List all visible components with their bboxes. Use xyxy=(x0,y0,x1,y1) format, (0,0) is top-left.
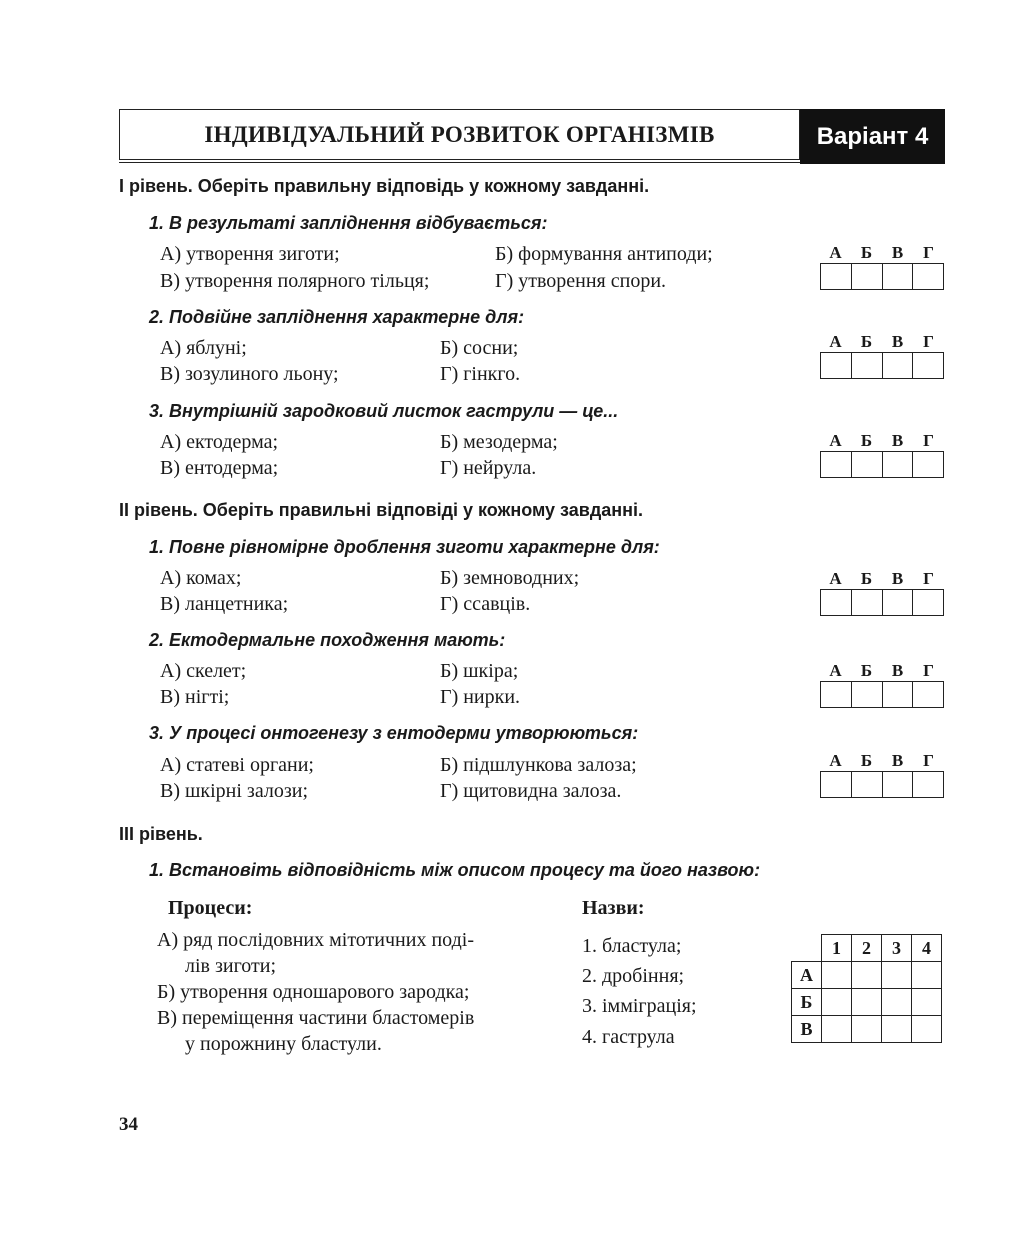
l1-q1-option-b: Б) формування антиподи; xyxy=(495,243,713,265)
process-line: Б) утворення одношарового зародка; xyxy=(157,981,470,1003)
answer-cell[interactable] xyxy=(821,590,852,615)
answer-cell[interactable] xyxy=(883,590,914,615)
grid-label-c: В xyxy=(891,569,904,588)
l2-q2-option-b: Б) шкіра; xyxy=(440,660,519,682)
name-item: 3. іммiграція; xyxy=(582,995,697,1017)
grid-label-d: Г xyxy=(923,751,934,770)
l2-q1-option-c: В) ланцетника; xyxy=(160,593,289,615)
process-line: А) ряд послідовних мітотичних поді- xyxy=(157,929,474,951)
matching-table xyxy=(791,934,942,1043)
process-line: В) переміщення частини бластомерів xyxy=(157,1007,475,1029)
l1-q1-option-c: В) утворення полярного тільця; xyxy=(160,270,430,292)
grid-label-a: А xyxy=(829,431,842,450)
l1-q1-option-d: Г) утворення спори. xyxy=(495,270,667,292)
l1-q2-option-d: Г) гінкго. xyxy=(440,363,521,385)
grid-label-b: Б xyxy=(860,431,873,450)
grid-label-c: В xyxy=(891,661,904,680)
match-cell[interactable] xyxy=(912,962,942,989)
l2-q1-title: 1. Повне рівномірне дроблення зиготи характерне для: xyxy=(149,537,660,557)
title-underline xyxy=(119,162,800,163)
match-cell[interactable] xyxy=(852,1016,882,1043)
level3-heading: III рівень. xyxy=(119,824,203,844)
answer-cell[interactable] xyxy=(883,682,914,707)
l1-q3-answer-grid xyxy=(820,431,944,478)
answer-cell[interactable] xyxy=(913,264,943,289)
row-header: Б xyxy=(792,989,822,1016)
match-cell[interactable] xyxy=(852,989,882,1016)
l3-q1-title: 1. Встановіть відповідність між описом процесу та його назвою: xyxy=(149,860,761,880)
l1-q3-option-a: А) ектодерма; xyxy=(160,431,279,453)
answer-cell[interactable] xyxy=(913,772,943,797)
l1-q1-answer-grid xyxy=(820,243,944,290)
answer-cell[interactable] xyxy=(852,682,883,707)
page-title: ІНДИВІДУАЛЬНИЙ РОЗВИТОК ОРГАНІЗМІВ xyxy=(119,109,800,160)
l1-q2-option-b: Б) сосни; xyxy=(440,337,519,359)
match-cell[interactable] xyxy=(852,962,882,989)
process-line: лів зиготи; xyxy=(185,955,277,977)
answer-cell[interactable] xyxy=(883,452,914,477)
l2-q3-option-b: Б) підшлункова залоза; xyxy=(440,754,637,776)
name-item: 1. бластула; xyxy=(582,935,682,957)
name-item: 2. дробіння; xyxy=(582,965,685,987)
col-header: 1 xyxy=(822,935,852,962)
answer-cell[interactable] xyxy=(821,353,852,378)
answer-cell[interactable] xyxy=(883,772,914,797)
answer-cell[interactable] xyxy=(821,452,852,477)
l2-q3-title: 3. У процесі онтогенезу з ентодерми утворюються: xyxy=(149,723,639,743)
l2-q1-option-b: Б) земноводних; xyxy=(440,567,580,589)
answer-cell[interactable] xyxy=(852,590,883,615)
answer-cell[interactable] xyxy=(821,772,852,797)
l2-q3-option-d: Г) щитовидна залоза. xyxy=(440,780,622,802)
grid-label-a: А xyxy=(829,661,842,680)
answer-cell[interactable] xyxy=(913,353,943,378)
l2-q2-option-a: А) скелет; xyxy=(160,660,247,682)
grid-label-a: А xyxy=(829,243,842,262)
l2-q2-answer-grid xyxy=(820,661,944,708)
grid-label-b: Б xyxy=(860,243,873,262)
l2-q1-answer-grid xyxy=(820,569,944,616)
grid-label-c: В xyxy=(891,431,904,450)
row-header: В xyxy=(792,1016,822,1043)
answer-cell[interactable] xyxy=(883,353,914,378)
variant-badge: Варіант 4 xyxy=(800,109,945,164)
l2-q3-option-a: А) статеві органи; xyxy=(160,754,314,776)
l2-q3-option-c: В) шкірні залози; xyxy=(160,780,309,802)
l1-q2-answer-grid xyxy=(820,332,944,379)
grid-label-a: А xyxy=(829,569,842,588)
col-header: 2 xyxy=(852,935,882,962)
match-cell[interactable] xyxy=(882,1016,912,1043)
match-cell[interactable] xyxy=(882,962,912,989)
grid-label-d: Г xyxy=(923,431,934,450)
grid-label-b: Б xyxy=(860,751,873,770)
grid-label-d: Г xyxy=(923,661,934,680)
answer-cell[interactable] xyxy=(852,772,883,797)
level2-heading: II рівень. Оберіть правильні відповіді у кожному завданні. xyxy=(119,500,644,520)
l2-q2-title: 2. Ектодермальне походження мають: xyxy=(149,630,506,650)
page-number: 34 xyxy=(119,1114,138,1135)
grid-label-d: Г xyxy=(923,332,934,351)
grid-label-a: А xyxy=(829,332,842,351)
l1-q1-option-a: А) утворення зиготи; xyxy=(160,243,340,265)
answer-cell[interactable] xyxy=(821,264,852,289)
grid-label-c: В xyxy=(891,332,904,351)
l2-q1-option-a: А) комах; xyxy=(160,567,242,589)
match-cell[interactable] xyxy=(822,1016,852,1043)
match-cell[interactable] xyxy=(822,989,852,1016)
names-heading: Назви: xyxy=(582,897,645,919)
level1-heading: I рівень. Оберіть правильну відповідь у кожному завданні. xyxy=(119,176,650,196)
l2-q3-answer-grid xyxy=(820,751,944,798)
match-cell[interactable] xyxy=(912,1016,942,1043)
grid-label-d: Г xyxy=(923,243,934,262)
answer-cell[interactable] xyxy=(852,353,883,378)
processes-heading: Процеси: xyxy=(168,897,253,919)
match-cell[interactable] xyxy=(912,989,942,1016)
col-header: 3 xyxy=(882,935,912,962)
match-cell[interactable] xyxy=(882,989,912,1016)
l1-q3-option-d: Г) нейрула. xyxy=(440,457,537,479)
answer-cell[interactable] xyxy=(883,264,914,289)
l2-q2-option-d: Г) нирки. xyxy=(440,686,521,708)
l1-q2-title: 2. Подвійне запліднення характерне для: xyxy=(149,307,525,327)
grid-label-c: В xyxy=(891,751,904,770)
l1-q3-option-c: В) ентодерма; xyxy=(160,457,279,479)
process-line: у порожнину бластули. xyxy=(185,1033,382,1055)
grid-label-d: Г xyxy=(923,569,934,588)
answer-cell[interactable] xyxy=(821,682,852,707)
l1-q2-option-a: А) яблуні; xyxy=(160,337,247,359)
answer-cell[interactable] xyxy=(852,264,883,289)
grid-label-a: А xyxy=(829,751,842,770)
grid-label-b: Б xyxy=(860,332,873,351)
l1-q3-title: 3. Внутрішній зародковий листок гаструли — це... xyxy=(149,401,619,421)
l1-q3-option-b: Б) мезодерма; xyxy=(440,431,558,453)
l2-q1-option-d: Г) ссавців. xyxy=(440,593,531,615)
table-corner xyxy=(792,935,822,962)
row-header: А xyxy=(792,962,822,989)
match-cell[interactable] xyxy=(822,962,852,989)
name-item: 4. гаструла xyxy=(582,1026,675,1048)
answer-cell[interactable] xyxy=(852,452,883,477)
l2-q2-option-c: В) нігті; xyxy=(160,686,230,708)
grid-label-c: В xyxy=(891,243,904,262)
l1-q2-option-c: В) зозулиного льону; xyxy=(160,363,339,385)
page-header xyxy=(119,109,945,164)
l1-q1-title: 1. В результаті запліднення відбувається: xyxy=(149,213,548,233)
grid-label-b: Б xyxy=(860,569,873,588)
answer-cell[interactable] xyxy=(913,452,943,477)
answer-cell[interactable] xyxy=(913,682,943,707)
answer-cell[interactable] xyxy=(913,590,943,615)
grid-label-b: Б xyxy=(860,661,873,680)
col-header: 4 xyxy=(912,935,942,962)
